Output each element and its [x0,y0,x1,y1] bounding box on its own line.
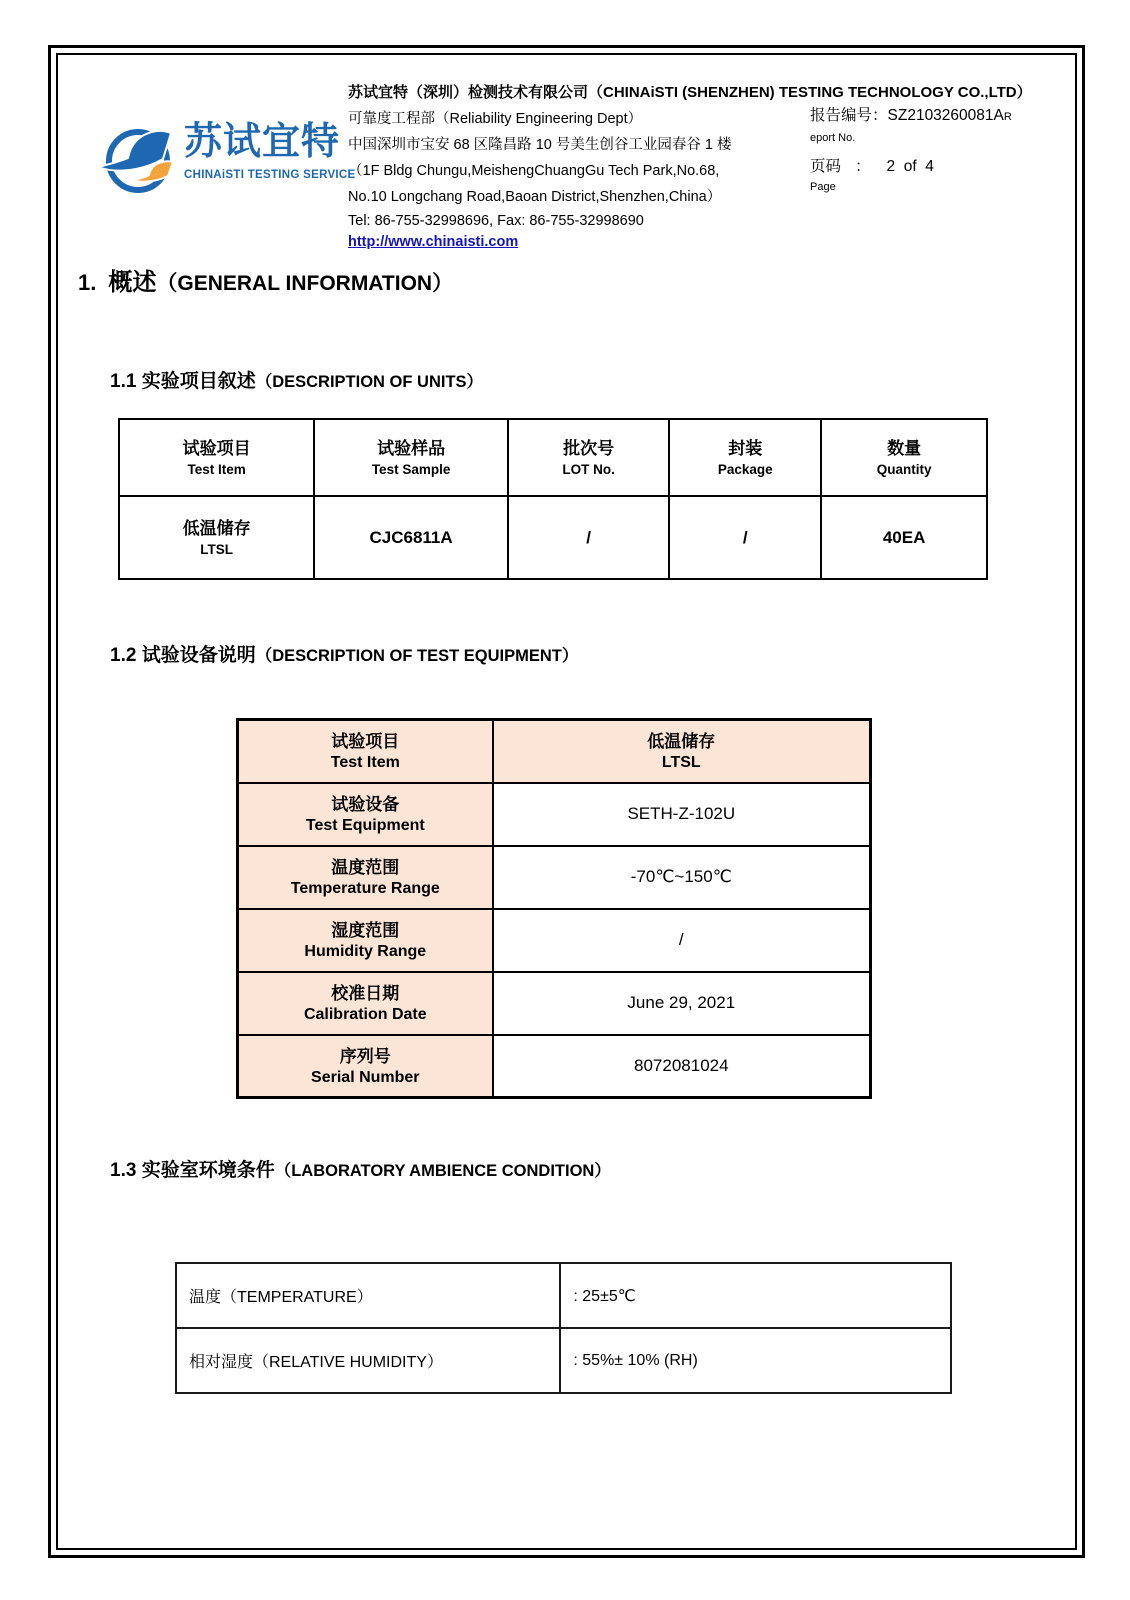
page-sublabel: Page [810,181,836,193]
value-temperature-range: -70℃~150℃ [493,846,871,909]
value-test-item: 低温储存 LTSL [493,720,871,783]
equipment-row-equipment [238,783,871,846]
header-test-sample: 试验样品 Test Sample [314,419,508,496]
company-name-line: 苏试宜特（深圳）检测技术有限公司（CHINAiSTI (SHENZHEN) TESTING TECHNOLOGY CO.,LTD） [348,84,1032,101]
logo-flag-circle-icon [96,118,180,202]
units-table-data-row [119,496,987,579]
cell-package: / [669,496,821,579]
page-number-line: 页码 ： 2 of 4 [810,158,934,175]
label-test-equipment: 试验设备 Test Equipment [238,783,493,846]
address-cn-line: 中国深圳市宝安 68 区隆昌路 10 号美生创谷工业园春谷 1 楼 [348,137,732,153]
tel-fax-line: Tel: 86-755-32998696, Fax: 86-755-32998690 [348,213,644,229]
equipment-row-humidity [238,909,871,972]
address-en-line-2: No.10 Longchang Road,Baoan District,Shenzhen,China） [348,189,722,205]
company-logo [96,114,356,204]
cell-test-sample: CJC6811A [314,496,508,579]
label-calibration-date: 校准日期 Calibration Date [238,972,493,1035]
label-serial-number: 序列号 Serial Number [238,1035,493,1098]
label-relative-humidity: 相对湿度（RELATIVE HUMIDITY） [176,1328,560,1393]
section-1-2-title: 1.2 试验设备说明（DESCRIPTION OF TEST EQUIPMENT） [110,645,579,666]
cell-lot-no: / [508,496,669,579]
header-quantity: 数量 Quantity [821,419,987,496]
ambience-table [175,1262,952,1394]
section-1-title: 1. 概述（GENERAL INFORMATION） [78,269,454,296]
value-test-equipment: SETH-Z-102U [493,783,871,846]
website-link[interactable]: http://www.chinaisti.com [348,234,519,250]
brand-name-en: CHINAiSTI TESTING SERVICE [184,168,356,181]
equipment-table [236,718,872,1099]
equipment-row-serial [238,1035,871,1098]
value-humidity-range: / [493,909,871,972]
units-table-header-row [119,419,987,496]
header-test-item: 试验项目 Test Item [119,419,314,496]
header-lot-no: 批次号 LOT No. [508,419,669,496]
label-test-item: 试验项目 Test Item [238,720,493,783]
report-number-line: 报告编号：SZ2103260081AR [810,107,1012,124]
label-temperature-range: 温度范围 Temperature Range [238,846,493,909]
equipment-row-test-item [238,720,871,783]
section-1-1-title: 1.1 实验项目叙述（DESCRIPTION OF UNITS） [110,371,484,392]
page-number-value: 2 of 4 [886,158,934,175]
cell-quantity: 40EA [821,496,987,579]
value-calibration-date: June 29, 2021 [493,972,871,1035]
value-serial-number: 8072081024 [493,1035,871,1098]
section-1-3-title: 1.3 实验室环境条件（LABORATORY AMBIENCE CONDITION） [110,1160,611,1181]
header-package: 封装 Package [669,419,821,496]
brand-name-cn: 苏试宜特 [184,121,341,163]
equipment-row-temperature [238,846,871,909]
ambience-row-temperature [176,1263,951,1328]
units-table [118,418,988,580]
label-temperature: 温度（TEMPERATURE） [176,1263,560,1328]
report-meta [810,106,1012,197]
address-en-line-1: （1F Bldg Chungu,MeishengChuangGu Tech Park,No.68, [348,163,720,179]
label-humidity-range: 湿度范围 Humidity Range [238,909,493,972]
report-number-sublabel: eport No. [810,132,856,144]
value-temperature: : 25±5℃ [560,1263,951,1328]
cell-test-item: 低温储存 LTSL [119,496,314,579]
ambience-row-humidity [176,1328,951,1393]
department-line: 可靠度工程部（Reliability Engineering Dept） [348,111,643,127]
value-relative-humidity: : 55%± 10% (RH) [560,1328,951,1393]
logo-text [184,122,356,181]
equipment-row-calibration [238,972,871,1035]
